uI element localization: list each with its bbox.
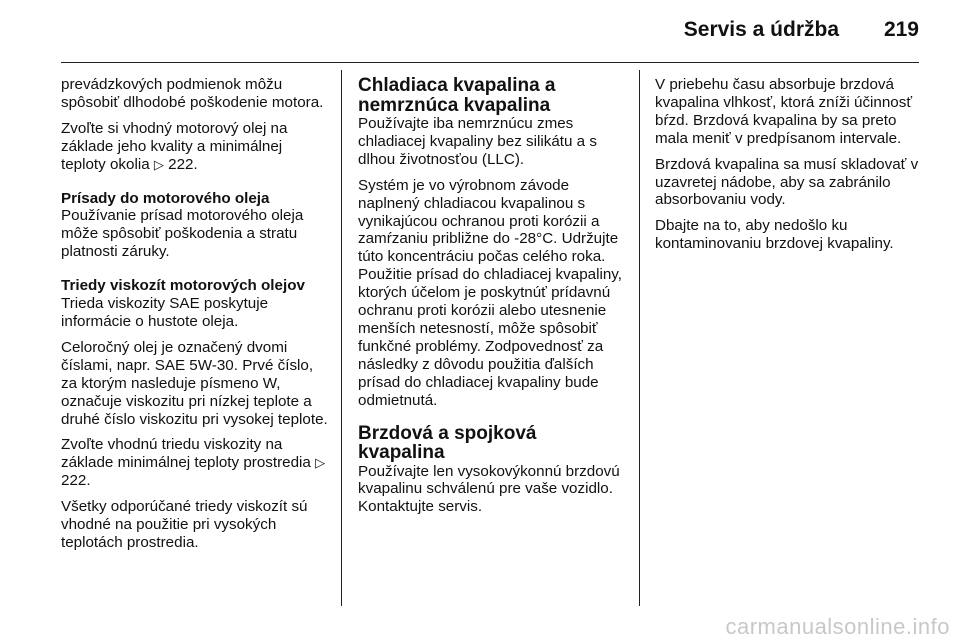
paragraph: Trieda viskozity SAE poskytuje informácie o hustote oleja. — [61, 295, 269, 330]
watermark: carmanualsonline.info — [725, 614, 950, 639]
section-heading: Brzdová a spojková kvapalina — [358, 422, 537, 463]
column-divider — [639, 70, 640, 606]
subheading: Prísady do motorového oleja — [61, 189, 270, 207]
column-left — [61, 76, 331, 560]
paragraph: Používanie prísad motorového oleja môže spôsobiť poškodenia a stratu platnosti záruky. — [61, 207, 304, 261]
page-ref-icon: ▷ — [315, 455, 326, 471]
page-number: 219 — [883, 18, 919, 41]
subheading: Triedy viskozít motorových olejov — [61, 277, 305, 295]
column-middle — [358, 76, 628, 524]
paragraph: V priebehu času absorbuje brzdová kvapalina vlhkosť, ktorá zníži účinnosť bŕzd. Brzdová kvapalina by sa preto mala meniť v predpísanom intervale. — [655, 76, 913, 147]
paragraph: Brzdová kvapalina sa musí skladovať v uzavretej nádobe, aby sa zabránilo absorbovaniu vody. — [655, 155, 919, 209]
paragraph: prevádzkových podmienok môžu spôsobiť dlhodobé poškodenie motora. — [61, 76, 324, 111]
paragraph: Používajte iba nemrznúcu zmes chladiacej kvapaliny bez silikátu a s dlhou životnosťou (LLC). — [358, 115, 597, 168]
column-right — [655, 76, 925, 261]
paragraph: Celoročný olej je označený dvomi číslami, napr. SAE 5W-30. Prvé číslo, za ktorým nasleduje písmeno W, označuje viskozitu pri nízkej teplote a druhé číslo viskozitu pri vysokej teplote. — [61, 338, 328, 428]
section-heading: Chladiaca kvapalina a nemrznúca kvapalina — [358, 75, 556, 116]
paragraph: Všetky odporúčané triedy viskozít sú vhodné na použitie pri vysokých teplotách prostredia. — [61, 498, 308, 551]
section-title: Servis a údržba — [683, 18, 839, 41]
paragraph: Zvoľte si vhodný motorový olej na základe jeho kvality a minimálnej teploty okolia ▷ 222. — [61, 119, 288, 173]
page-ref[interactable]: 222. — [61, 472, 91, 490]
paragraph: Zvoľte vhodnú triedu viskozity na základe minimálnej teploty prostredia ▷ 222. — [61, 436, 326, 490]
page-header — [61, 0, 919, 63]
column-divider — [341, 70, 342, 606]
paragraph: Dbajte na to, aby nedošlo ku kontaminovaniu brzdovej kvapaliny. — [655, 217, 894, 253]
page-ref-icon: ▷ — [153, 156, 164, 172]
paragraph: Systém je vo výrobnom závode naplnený chladiacou kvapalinou s vynikajúcou ochranou proti korózii a zamŕzaniu približne do -28°C. Udržujte túto koncentráciu počas celého roka. Použitie prísad do chladiacej kvapaliny, ktorých účelom je poskytnúť prídavnú ochranu proti korózii alebo utesnenie menších netesností, môže spôsobiť funkčné problémy. Zodpovednosť za následky z dôvodu použitia ďalších prísad do chladiacej kvapaliny bude odmietnutá. — [358, 176, 622, 409]
page-ref[interactable]: 222. — [168, 155, 198, 173]
paragraph: Používajte len vysokovýkonnú brzdovú kvapalinu schválenú pre vaše vozidlo. Kontaktujte servis. — [358, 462, 620, 516]
